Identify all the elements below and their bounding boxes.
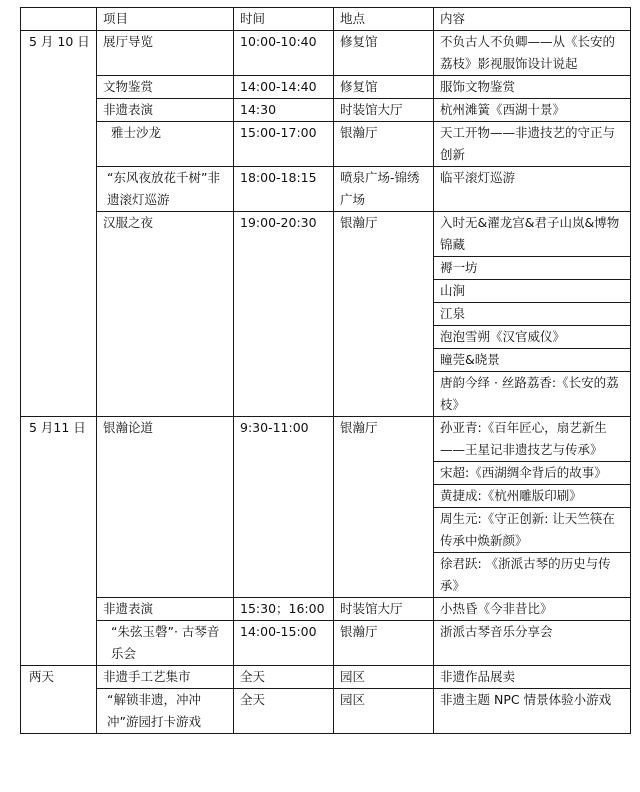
time-cell: 14:00-15:00 [234, 621, 334, 666]
time-cell: 10:00-10:40 [234, 31, 334, 76]
item-cell: 非遗表演 [97, 598, 234, 621]
place-cell: 园区 [334, 689, 434, 734]
table-row [21, 666, 631, 689]
date-cell: 5 月11 日 [21, 417, 97, 666]
place-cell: 时装馆大厅 [334, 99, 434, 122]
content-cell: 江泉 [434, 303, 631, 326]
item-cell: “朱弦玉磬”· 古琴音乐会 [97, 621, 234, 666]
item-cell: “解锁非遗，冲冲冲”游园打卡游戏 [97, 689, 234, 734]
content-cell: 服饰文物鉴赏 [434, 76, 631, 99]
time-cell: 14:00-14:40 [234, 76, 334, 99]
place-cell: 喷泉广场-锦绣广场 [334, 167, 434, 212]
content-cell: 不负古人不负卿——从《长安的荔枝》影视服饰设计说起 [434, 31, 631, 76]
date-cell: 两天 [21, 666, 97, 734]
header-row [21, 8, 631, 31]
content-cell: 山涧 [434, 280, 631, 303]
header-place: 地点 [334, 8, 434, 31]
place-cell: 修复馆 [334, 31, 434, 76]
content-cell: 杭州滩簧《西湖十景》 [434, 99, 631, 122]
item-cell: 银瀚论道 [97, 417, 234, 598]
header-date [21, 8, 97, 31]
item-cell: 雅士沙龙 [97, 122, 234, 167]
content-cell: 宋超:《西湖绸伞背后的故事》 [434, 462, 631, 485]
item-cell: 非遗手工艺集市 [97, 666, 234, 689]
header-content: 内容 [434, 8, 631, 31]
time-cell: 15:00-17:00 [234, 122, 334, 167]
place-cell: 银瀚厅 [334, 212, 434, 417]
table-row [21, 417, 631, 462]
place-cell: 时装馆大厅 [334, 598, 434, 621]
table-row [21, 31, 631, 76]
table-row [21, 689, 631, 734]
place-cell: 银瀚厅 [334, 122, 434, 167]
content-cell: 黄捷成:《杭州雕版印刷》 [434, 485, 631, 508]
item-cell: 非遗表演 [97, 99, 234, 122]
table-row [21, 122, 631, 167]
item-cell: 汉服之夜 [97, 212, 234, 417]
time-cell: 9:30-11:00 [234, 417, 334, 598]
content-cell: 唐韵今绎 · 丝路荔香:《长安的荔枝》 [434, 372, 631, 417]
content-cell: 瞳莞&晓景 [434, 349, 631, 372]
schedule-table [20, 7, 631, 734]
content-cell: 浙派古琴音乐分享会 [434, 621, 631, 666]
item-cell: 展厅导览 [97, 31, 234, 76]
table-row [21, 212, 631, 257]
place-cell: 银瀚厅 [334, 621, 434, 666]
content-cell: 天工开物——非遗技艺的守正与创新 [434, 122, 631, 167]
place-cell: 园区 [334, 666, 434, 689]
content-cell: 周生元:《守正创新: 让天竺筷在传承中焕新颜》 [434, 508, 631, 553]
content-cell: 泡泡雪朔《汉官威仪》 [434, 326, 631, 349]
time-cell: 全天 [234, 666, 334, 689]
date-cell: 5 月 10 日 [21, 31, 97, 417]
time-cell: 15:30；16:00 [234, 598, 334, 621]
table-row [21, 598, 631, 621]
table-row [21, 99, 631, 122]
time-cell: 19:00-20:30 [234, 212, 334, 417]
table-row [21, 167, 631, 212]
item-cell: “东风夜放花千树”非遗滚灯巡游 [97, 167, 234, 212]
time-cell: 14:30 [234, 99, 334, 122]
time-cell: 18:00-18:15 [234, 167, 334, 212]
time-cell: 全天 [234, 689, 334, 734]
content-cell: 小热昏《今非昔比》 [434, 598, 631, 621]
content-cell: 褥一坊 [434, 257, 631, 280]
table-row [21, 76, 631, 99]
content-cell: 徐君跃: 《浙派古琴的历史与传承》 [434, 553, 631, 598]
content-cell: 非遗作品展卖 [434, 666, 631, 689]
item-cell: 文物鉴赏 [97, 76, 234, 99]
content-cell: 入时无&濯龙宫&君子山岚&博物锦藏 [434, 212, 631, 257]
content-cell: 非遗主题 NPC 情景体验小游戏 [434, 689, 631, 734]
header-item: 项目 [97, 8, 234, 31]
table-row [21, 621, 631, 666]
header-time: 时间 [234, 8, 334, 31]
content-cell: 孙亚青:《百年匠心，扇艺新生——王星记非遗技艺与传承》 [434, 417, 631, 462]
content-cell: 临平滚灯巡游 [434, 167, 631, 212]
place-cell: 修复馆 [334, 76, 434, 99]
place-cell: 银瀚厅 [334, 417, 434, 598]
